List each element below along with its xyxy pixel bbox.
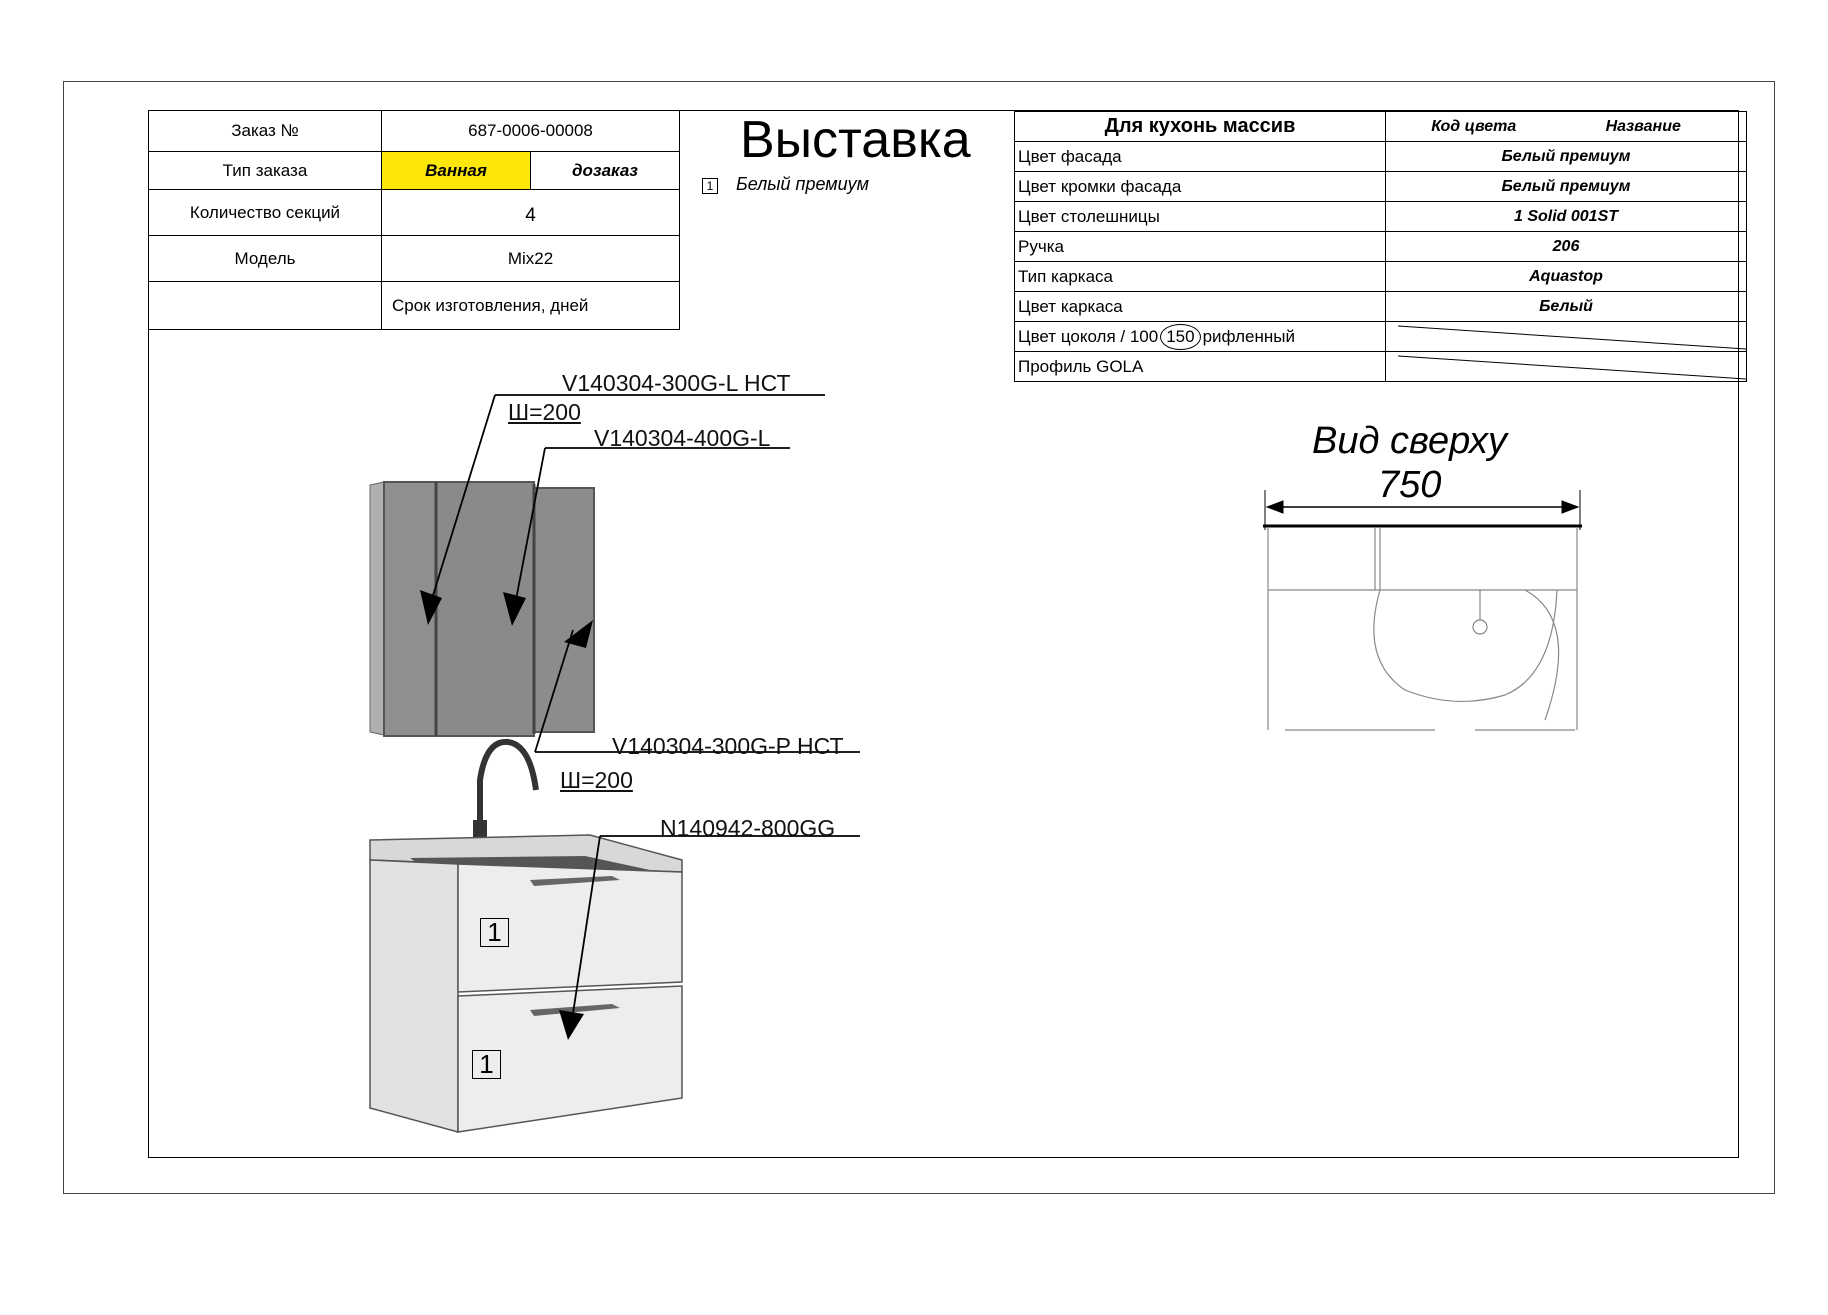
callout-label-3: V140304-300G-P НСТ [612, 733, 844, 759]
plinth-label-pre: Цвет цоколя / 100 [1018, 326, 1159, 346]
callout-width-3: Ш=200 [560, 767, 633, 793]
order-number: 687-0006-00008 [382, 111, 680, 152]
empty-cell [149, 282, 382, 330]
specs-table [1014, 111, 1747, 382]
drawer-mark-1: 1 [480, 918, 509, 947]
top-view-dimension: 750 [1378, 464, 1442, 506]
legend-number-box: 1 [702, 178, 718, 194]
code-label: Код цвета [1431, 117, 1517, 135]
spec-row-label: Цвет столешницы [1015, 202, 1386, 232]
model-label: Модель [149, 236, 382, 282]
order-type-label: Тип заказа [149, 152, 382, 190]
profile-row-value-crossed [1386, 352, 1747, 382]
spec-row-label: Цвет каркаса [1015, 292, 1386, 322]
spec-row-label: Цвет фасада [1015, 142, 1386, 172]
spec-row-value: Aquastop [1386, 262, 1747, 292]
profile-row-label: Профиль GOLA [1015, 352, 1386, 382]
order-number-label: Заказ № [149, 111, 382, 152]
plinth-row-value-crossed [1386, 322, 1747, 352]
page-title: Выставка [740, 111, 971, 169]
plinth-circled-value: 150 [1160, 324, 1200, 350]
specs-subheader [1386, 112, 1747, 142]
specs-header: Для кухонь массив [1015, 112, 1386, 142]
lead-time-label: Срок изготовления, дней [382, 282, 680, 330]
top-view-drawing [1255, 490, 1595, 740]
callout-label-2: V140304-400G-L [594, 425, 771, 451]
spec-row-value: 1 Solid 001ST [1386, 202, 1747, 232]
cabinet-outline [1268, 528, 1577, 730]
drawer-mark-2: 1 [472, 1050, 501, 1079]
spec-row-label: Цвет кромки фасада [1015, 172, 1386, 202]
vanity-cabinet [370, 835, 682, 1132]
mirror-cabinet [370, 482, 594, 736]
order-info-table [148, 110, 680, 330]
callout-label-1: V140304-300G-L НСТ [562, 370, 791, 396]
spec-row-value: Белый премиум [1386, 172, 1747, 202]
top-view-title: Вид сверху [1312, 420, 1508, 462]
spec-row-value: Белый премиум [1386, 142, 1747, 172]
cross-out-line [1386, 322, 1746, 352]
spec-row-value: 206 [1386, 232, 1747, 262]
callout-label-4: N140942-800GG [660, 815, 836, 841]
order-type-value: Ванная [382, 152, 531, 190]
model-value: Mix22 [382, 236, 680, 282]
dimension-line [1265, 490, 1580, 530]
sections-label: Количество секций [149, 190, 382, 236]
plinth-row-label [1015, 322, 1386, 352]
name-label: Название [1605, 117, 1681, 135]
callout-width-1: Ш=200 [508, 399, 581, 425]
spec-row-label: Тип каркаса [1015, 262, 1386, 292]
legend-text: Белый премиум [736, 174, 869, 194]
plinth-label-post: рифленный [1202, 326, 1295, 346]
spec-row-label: Ручка [1015, 232, 1386, 262]
front-view-drawing [340, 380, 900, 1140]
order-type-extra: дозаказ [531, 152, 680, 190]
spec-row-value: Белый [1386, 292, 1747, 322]
sections-value: 4 [382, 190, 680, 236]
cross-out-line [1386, 352, 1746, 382]
